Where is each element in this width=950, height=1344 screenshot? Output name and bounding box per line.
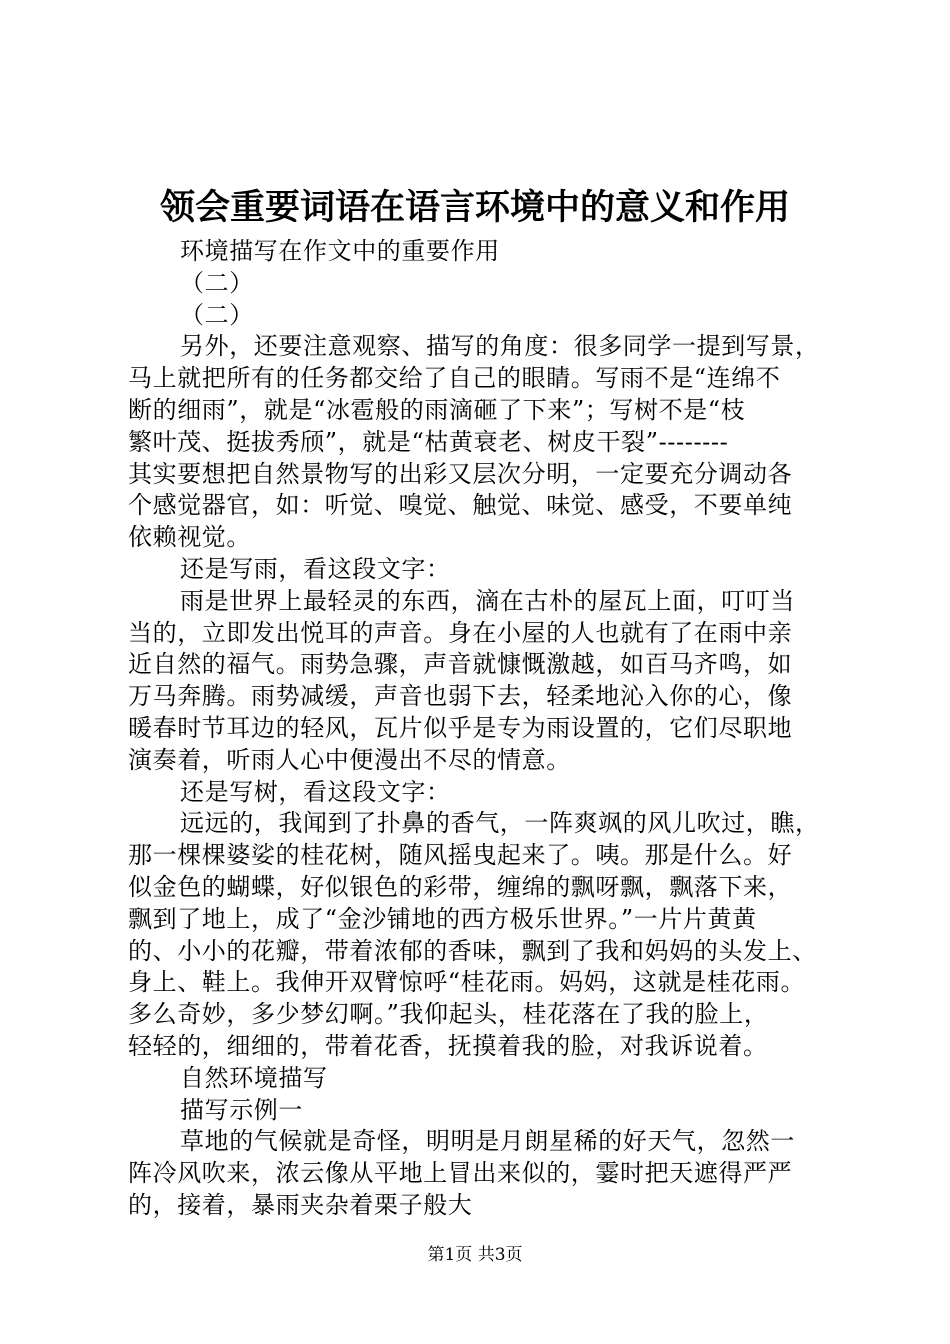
- body-line: 其实要想把自然景物写的出彩又层次分明，一定要充分调动各: [128, 459, 793, 488]
- body-line: 阵冷风吹来，浓云像从平地上冒出来似的，霎时把天遮得严严: [128, 1159, 793, 1188]
- body-line: 当的，立即发出悦耳的声音。身在小屋的人也就有了在雨中亲: [128, 618, 793, 647]
- body-line: （二）: [180, 300, 254, 329]
- body-line: 断的细雨”，就是“冰雹般的雨滴砸了下来”；写树不是“枝: [128, 395, 746, 424]
- body-line: 演奏着，听雨人心中便漫出不尽的情意。: [128, 745, 571, 774]
- body-line: 万马奔腾。雨势减缓，声音也弱下去，轻柔地沁入你的心，像: [128, 682, 793, 711]
- body-line: 那一棵棵婆娑的桂花树，随风摇曳起来了。咦。那是什么。好: [128, 841, 793, 870]
- document-body: [128, 236, 855, 1222]
- body-line: 远远的，我闻到了扑鼻的香气，一阵爽飒的风儿吹过，瞧，: [180, 809, 820, 838]
- document-title: 领会重要词语在语言环境中的意义和作用: [159, 187, 790, 228]
- body-line: 的，接着，暴雨夹杂着栗子般大: [128, 1190, 473, 1219]
- body-line: 个感觉器官，如：听觉、嗅觉、触觉、味觉、感受，不要单纯: [128, 491, 793, 520]
- body-line: 似金色的蝴蝶，好似银色的彩带，缠绵的飘呀飘，飘落下来，: [128, 872, 793, 901]
- body-line: （二）: [180, 268, 254, 297]
- body-line: 暖春时节耳边的轻风，瓦片似乎是专为雨设置的，它们尽职地: [128, 713, 793, 742]
- body-line: 依赖视觉。: [128, 523, 251, 552]
- page-footer: 第1页 共3页: [427, 1245, 523, 1265]
- body-line: 轻轻的，细细的，带着花香，抚摸着我的脸，对我诉说着。: [128, 1031, 768, 1060]
- body-line: 马上就把所有的任务都交给了自己的眼睛。写雨不是“连绵不: [128, 364, 781, 393]
- body-line: 另外，还要注意观察、描写的角度：很多同学一提到写景，: [180, 332, 820, 361]
- body-line: 的、小小的花瓣，带着浓郁的香味，飘到了我和妈妈的头发上、: [128, 936, 817, 965]
- body-line: 飘到了地上，成了“金沙铺地的西方极乐世界。”一片片黄黄: [128, 904, 757, 933]
- body-line: 繁叶茂、挺拔秀颀”，就是“枯黄衰老、树皮干裂”--------: [128, 427, 729, 456]
- body-line: 还是写雨，看这段文字：: [180, 554, 451, 583]
- body-line: 还是写树，看这段文字：: [180, 777, 451, 806]
- body-line: 近自然的福气。雨势急骤，声音就慷慨激越，如百马齐鸣，如: [128, 650, 793, 679]
- body-line: 身上、鞋上。我伸开双臂惊呼“桂花雨。妈妈，这就是桂花雨。: [128, 968, 806, 997]
- body-line: 草地的气候就是奇怪，明明是月朗星稀的好天气，忽然一: [180, 1127, 795, 1156]
- body-line: 描写示例一: [180, 1095, 303, 1124]
- body-line: 环境描写在作文中的重要作用: [180, 237, 500, 265]
- body-line: 雨是世界上最轻灵的东西，滴在古朴的屋瓦上面，叮叮当: [180, 586, 795, 615]
- body-line: 多么奇妙，多少梦幻啊。”我仰起头，桂花落在了我的脸上，: [128, 1000, 769, 1029]
- body-line: 自然环境描写: [180, 1063, 328, 1092]
